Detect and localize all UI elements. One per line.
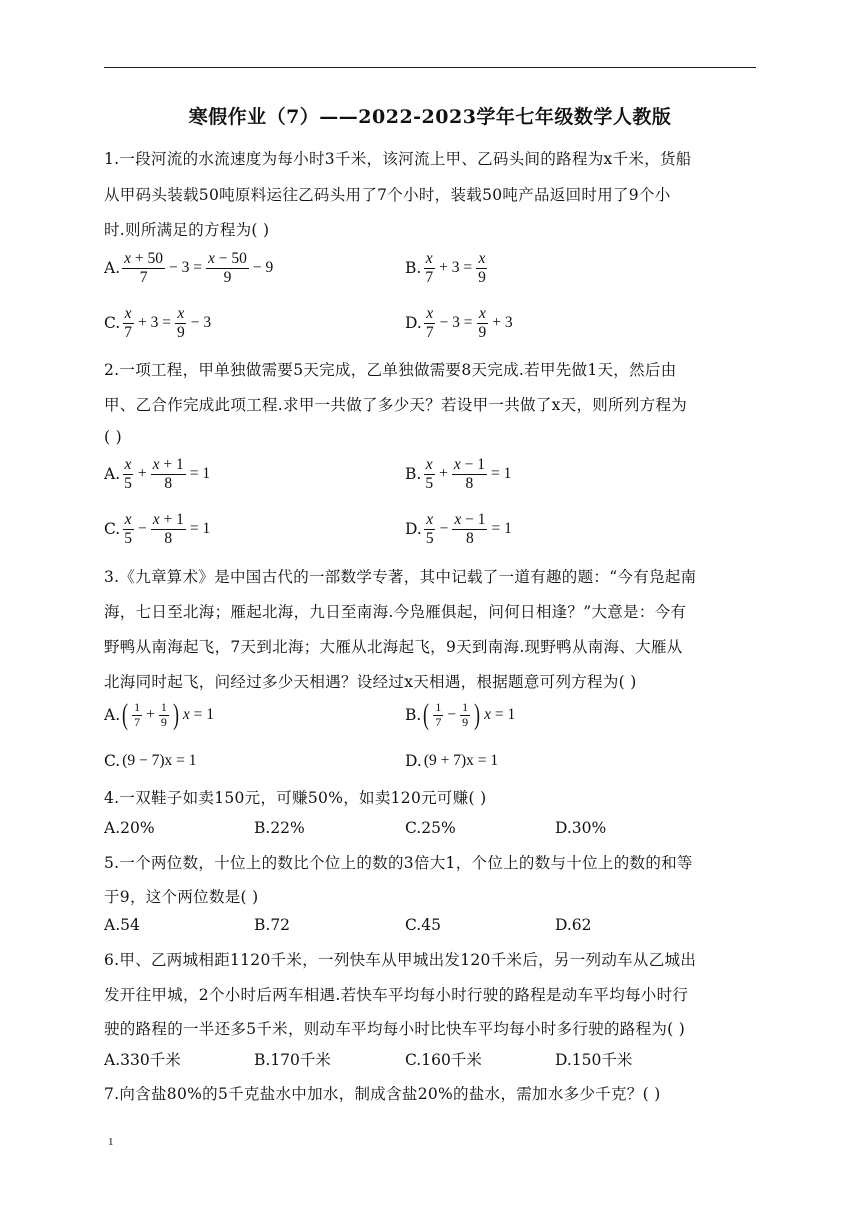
q5-option-c[interactable]: C.45: [405, 916, 441, 934]
option-label: C.: [104, 314, 121, 333]
fraction: $\frac{1}{7}$: [435, 699, 442, 729]
q5-line-1: 5.一个两位数，十位上的数比个位上的数的3倍大1，个位上的数与十位上的数的和等: [104, 854, 693, 872]
q2-line-2: 甲、乙合作完成此项工程.求甲一共做了多少天？若设甲一共做了x天，则所列方程为: [104, 396, 688, 414]
option-label: D.: [405, 314, 422, 333]
q2-line-3: ( ): [104, 428, 122, 446]
q6-option-d[interactable]: D.150千米: [555, 1051, 633, 1069]
option-label: B.: [405, 706, 422, 724]
q1-option-d[interactable]: D. $\frac{x}{7}$ − 3 = $\frac{x}{9}$ + 3: [405, 305, 513, 341]
fraction: $\frac{x}{9}$: [478, 305, 487, 341]
q2-line-1: 2.一项工程，甲单独做需要5天完成，乙单独做需要8天完成.若甲先做1天，然后由: [104, 361, 677, 379]
q4-option-a[interactable]: A.20%: [104, 819, 155, 837]
q3-option-c[interactable]: [104, 752, 199, 770]
fraction: $\frac{x - 50}{9}$: [208, 250, 247, 286]
q7-line-1: 7.向含盐80%的5千克盐水中加水，制成含盐20%的盐水，需加水多少千克？( ): [104, 1085, 661, 1103]
option-label: B.: [405, 259, 422, 278]
q6-option-a[interactable]: A.330千米: [104, 1051, 181, 1069]
q2-option-a[interactable]: A. $\frac{x}{5}$ + $\frac{x + 1}{8}$ = 1: [104, 456, 211, 492]
q6-option-b[interactable]: B.170千米: [254, 1051, 331, 1069]
q1-line-2: 从甲码头装载50吨原料运往乙码头用了7个小时，装载50吨产品返回时用了9个小: [104, 186, 671, 204]
option-label: A.: [104, 706, 121, 724]
q6-line-2: 发开往甲城，2个小时后两车相遇.若快车平均每小时行驶的路程是动车平均每小时行: [104, 986, 689, 1004]
q5-option-d[interactable]: D.62: [555, 916, 592, 934]
fraction: $\frac{x}{9}$: [478, 250, 486, 286]
option-label: D.: [405, 752, 422, 770]
q1-option-a[interactable]: A. $\frac{x + 50}{7}$ − 3 = $\frac{x - 50}{9}$ − 9: [104, 250, 274, 286]
q5-line-2: 于9，这个两位数是( ): [104, 888, 259, 906]
equation: (9 − 7)x = 1: [122, 752, 197, 769]
q6-option-c[interactable]: C.160千米: [405, 1051, 482, 1069]
q1-option-c[interactable]: C. $\frac{x}{7}$ + 3 = $\frac{x}{9}$ − 3: [104, 305, 212, 341]
q6-line-3: 驶的路程的一半还多5千米，则动车平均每小时比快车平均每小时多行驶的路程为( ): [104, 1020, 686, 1038]
q3-line-4: 北海同时起飞，问经过多少天相遇？设经过x天相遇，根据题意可列方程为( ): [104, 673, 637, 691]
q4-line-1: 4.一双鞋子如卖150元，可赚50%，如卖120元可赚( ): [104, 789, 487, 807]
q2-option-c[interactable]: C. $\frac{x}{5}$ − $\frac{x + 1}{8}$ = 1: [104, 511, 211, 547]
equation: (9 + 7)x = 1: [423, 752, 499, 769]
option-label: B.: [405, 465, 422, 484]
q1-option-b[interactable]: B. $\frac{x}{7}$ + 3 = $\frac{x}{9}$: [405, 250, 486, 286]
q3-option-d[interactable]: [405, 752, 500, 770]
page-number: 1: [108, 1136, 114, 1148]
q3-line-1: 3.《九章算术》是中国古代的一部数学专著，其中记载了一道有趣的题：“今有凫起南: [104, 568, 697, 586]
q3-line-2: 海，七日至北海；雁起北海，九日至南海.今凫雁俱起，问何日相逢？”大意是：今有: [104, 603, 687, 621]
option-label: C.: [104, 752, 121, 770]
q2-option-b[interactable]: B. $\frac{x}{5}$ + $\frac{x - 1}{8}$ = 1: [405, 456, 512, 492]
fraction: $\frac{x}{7}$: [124, 305, 132, 341]
fraction: $\frac{x}{7}$: [425, 305, 434, 341]
header-rule: [104, 67, 756, 68]
q2-option-d[interactable]: D. $\frac{x}{5}$ − $\frac{x - 1}{8}$ = 1: [405, 511, 512, 547]
fraction: $\frac{x + 50}{7}$: [124, 250, 164, 286]
option-label: A.: [104, 259, 121, 278]
fraction: $\frac{x}{5}$: [425, 511, 434, 547]
option-label: D.: [405, 520, 422, 539]
q6-line-1: 6.甲、乙两城相距1120千米，一列快车从甲城出发120千米后，另一列动车从乙城出: [104, 951, 697, 969]
fraction: $\frac{x + 1}{8}$: [152, 456, 184, 492]
fraction: $\frac{x - 1}{8}$: [453, 456, 485, 492]
fraction: $\frac{1}{9}$: [160, 699, 167, 729]
fraction: $\frac{x}{5}$: [124, 456, 132, 492]
q5-option-a[interactable]: A.54: [104, 916, 140, 934]
option-label: C.: [104, 520, 121, 539]
q4-option-b[interactable]: B.22%: [254, 819, 305, 837]
fraction: $\frac{x}{9}$: [176, 305, 185, 341]
page-title: 寒假作业（7）——2022-2023学年七年级数学人教版: [188, 106, 672, 128]
q4-option-c[interactable]: C.25%: [405, 819, 456, 837]
q3-option-b[interactable]: B. ( $\frac{1}{7}$ − $\frac{1}{9}$ ) x = 1: [405, 698, 516, 731]
fraction: $\frac{x}{5}$: [425, 456, 434, 492]
option-label: A.: [104, 465, 121, 484]
q1-line-1: 1.一段河流的水流速度为每小时3千米，该河流上甲、乙码头间的路程为x千米，货船: [104, 150, 692, 168]
q3-option-a[interactable]: A. ( $\frac{1}{7}$ + $\frac{1}{9}$ ) x = 1: [104, 698, 215, 731]
q4-option-d[interactable]: D.30%: [555, 819, 607, 837]
fraction: $\frac{x - 1}{8}$: [454, 511, 486, 547]
fraction: $\frac{x}{5}$: [124, 511, 132, 547]
q1-line-3: 时.则所满足的方程为( ): [104, 221, 270, 239]
fraction: $\frac{1}{7}$: [134, 699, 141, 729]
fraction: $\frac{x}{7}$: [425, 250, 434, 286]
fraction: $\frac{x + 1}{8}$: [152, 511, 184, 547]
fraction: $\frac{1}{9}$: [462, 699, 469, 729]
q5-option-b[interactable]: B.72: [254, 916, 291, 934]
q3-line-3: 野鸭从南海起飞，7天到北海；大雁从北海起飞，9天到南海.现野鸭从南海、大雁从: [104, 638, 683, 656]
